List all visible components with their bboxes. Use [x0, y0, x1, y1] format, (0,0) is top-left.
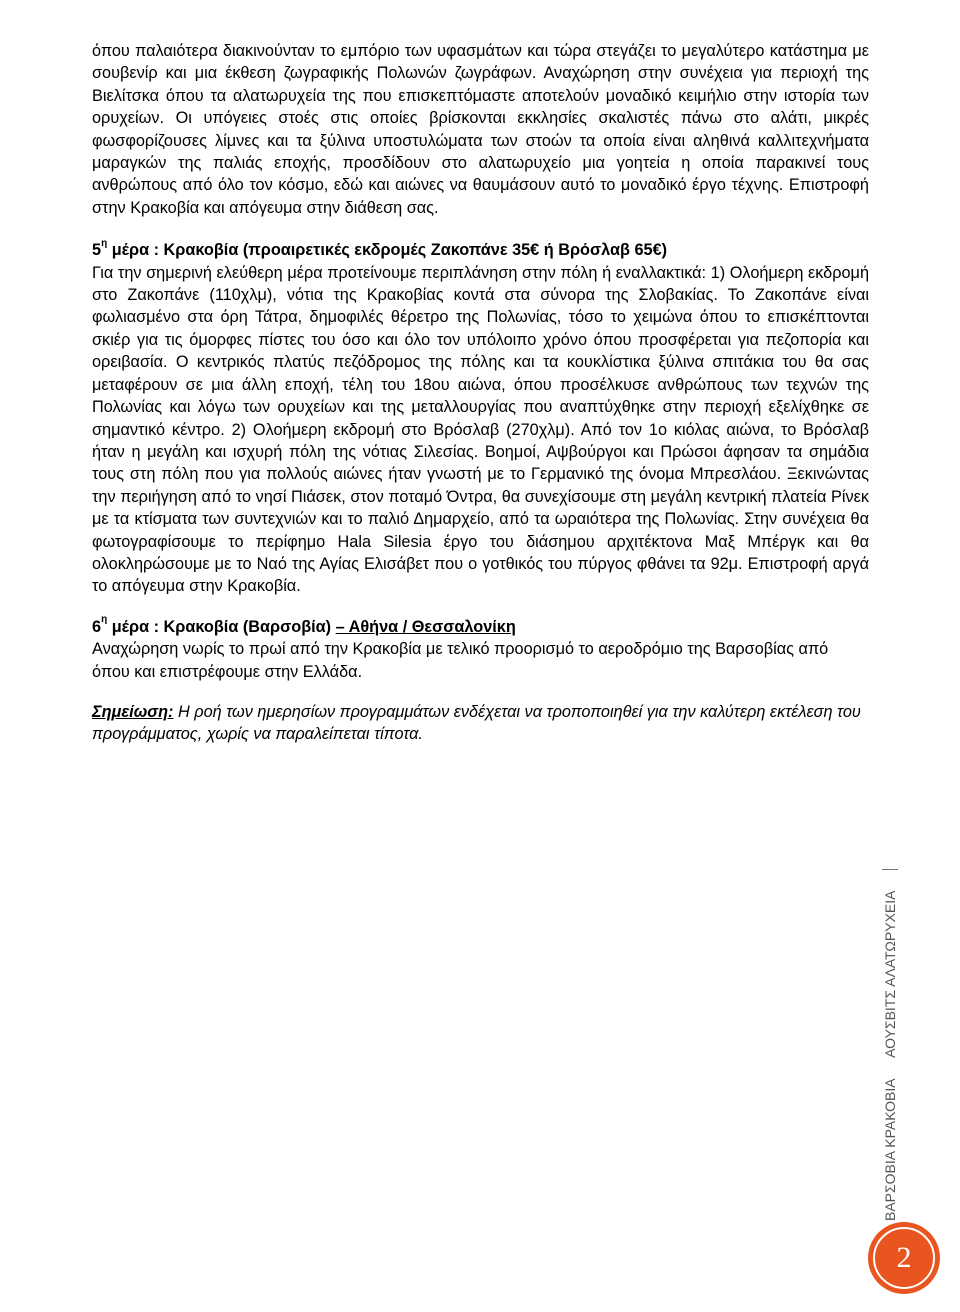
day6-title-route: – Αθήνα / Θεσσαλονίκη	[335, 617, 516, 636]
day5-title: μέρα : Κρακοβία (προαιρετικές εκδρομές Ζακοπάνε 35€ ή Βρόσλαβ 65€)	[107, 241, 668, 260]
day6-text: Αναχώρηση νωρίς το πρωί από την Κρακοβία με τελικό προορισμό το αεροδρόμιο της Βαρσοβίας από όπου και επιστρέφουμε στην Ελλάδα.	[92, 640, 829, 681]
day6-heading	[92, 616, 869, 638]
intro-paragraph: όπου παλαιότερα διακινούνταν το εμπόριο των υφασμάτων και τώρα στεγάζει το μεγαλύτερο κατάστημα με σουβενίρ και μια έκθεση ζωγραφικής Πολωνών ζωγράφων. Αναχώρηση στην συνέχεια για περιοχή της Βιελίτσκα όπου τα αλατωρυχεία της που επισκεπτόμαστε αποτελούν μοναδικό κειμήλιο στην ιστορία των ορυχείων. Οι υπόγειες στοές στις οποίες βρίσκονται εκκλησίες σκαλιστές πάνω στο αλάτι, μικρές φωσφορίζουσες λίμνες και τα ξύλινα υποστυλώματα των στοών τα οποία είναι αληθινά καλλιτεχνήματα μαραγκών της παλιάς εποχής, προσδίδουν στο αλατωρυχείο μια γοητεία η οποία παρακινεί τους ανθρώπους από όλο τον κόσμο, εδώ και αιώνες να θαυμάσουν αυτό το μοναδικό έργο τέχνης. Επιστροφή στην Κρακοβία και απόγευμα στην διάθεση σας.	[92, 42, 869, 217]
side-running-header	[868, 870, 912, 1220]
day5-superscript: η	[101, 237, 108, 249]
side-header-left-text: ΒΑΡΣΟΒΙΑ ΚΡΑΚΟΒΙΑ	[882, 1078, 898, 1221]
note-text: Η ροή των ημερησίων προγραμμάτων ενδέχεται να τροποποιηθεί για την καλύτερη εκτέλεση του προγράμματος, χωρίς να παραλείπεται τίποτα.	[92, 702, 861, 744]
day5-text: Για την σημερινή ελεύθερη μέρα προτείνουμε περιπλάνηση στην πόλη ή εναλλακτικά: 1) Ολοήμερη εκδρομή στο Ζακοπάνε (110χλμ), νότια της Κρακοβίας κοντά στα σύνορα της Σλοβακίας. Το Ζακοπάνε είναι φωλιασμένο στα όρη Τάτρα, δημοφιλές θέρετρο της Πολωνίας, τόσο το χειμώνα όπου το επισκέπτονται σκιέρ για τις όμορφες πίστες του όσο και όλο τον υπόλοιπο χρόνο όπου προσφέρεται για πεζοπορία και ορειβασία. Ο κεντρικός πλατύς πεζόδρομος της πόλης και τα κουκλίστικα ξύλινα σπιτάκια του θα σας μεταφέρουν σε μια άλλη εποχή, τέλη του 18ου αιώνα, όπου προσέλκυσε ανθρώπους των τεχνών της Πολωνίας και λόγω των ορυχείων και της μεταλλουργίας που αναπτύχθηκε στην περιοχή εξελίχθηκε σε σημαντικό κέντρο. 2) Ολοήμερη εκδρομή στο Βρόσλαβ (270χλμ). Από τον 1ο κιόλας αιώνα, το Βρόσλαβ ήταν η μεγάλη και ισχυρή πόλη της νότιας Σιλεσίας. Βοημοί, Αψβούργοι και Πρώσοι άφησαν τα σημάδια τους στη πόλη που για πολλούς αιώνες ήταν γνωστή με το Γερμανικό της όνομα Μπρεσλάου. Ξεκινώντας την περιήγηση από το νησί Πιάσεκ, στον ποταμό Όντρα, θα συνεχίσουμε στη μεγάλη κεντρική πλατεία Ρίνεκ με τα κτίσματα των συντεχνιών και το παλιό Δημαρχείο, από τα ωραιότερα της Πολωνίας. Στην συνέχεια θα φωτογραφίσουμε το περίφημο Hala Silesia έργο του διάσημου αρχιτέκτονα Μαξ Μπέργκ και θα ολοκληρώσουμε με το Ναό της Αγίας Ελισάβετ που ο γοτθικός του πύργος φθάνει τα 92μ. Επιστροφή αργά το απόγευμα στην Κρακοβία.	[92, 263, 869, 596]
day5-number: 5	[92, 241, 102, 260]
page-number-badge	[868, 1222, 940, 1294]
day6-number: 6	[92, 617, 102, 636]
document-body	[92, 40, 869, 746]
day6-superscript: η	[101, 614, 108, 626]
day5-heading	[92, 239, 869, 261]
note-label: Σημείωση:	[92, 702, 174, 721]
page-number: 2	[896, 1241, 912, 1274]
side-header-right-text: ΑΟΥΣΒΙΤΣ ΑΛΑΤΩΡΥΧΕΙΑ	[882, 890, 898, 1058]
side-header-rotated	[882, 869, 898, 1221]
day6-title: μέρα : Κρακοβία (Βαρσοβία)	[107, 617, 336, 636]
note	[92, 701, 869, 746]
side-header-divider	[882, 869, 898, 870]
